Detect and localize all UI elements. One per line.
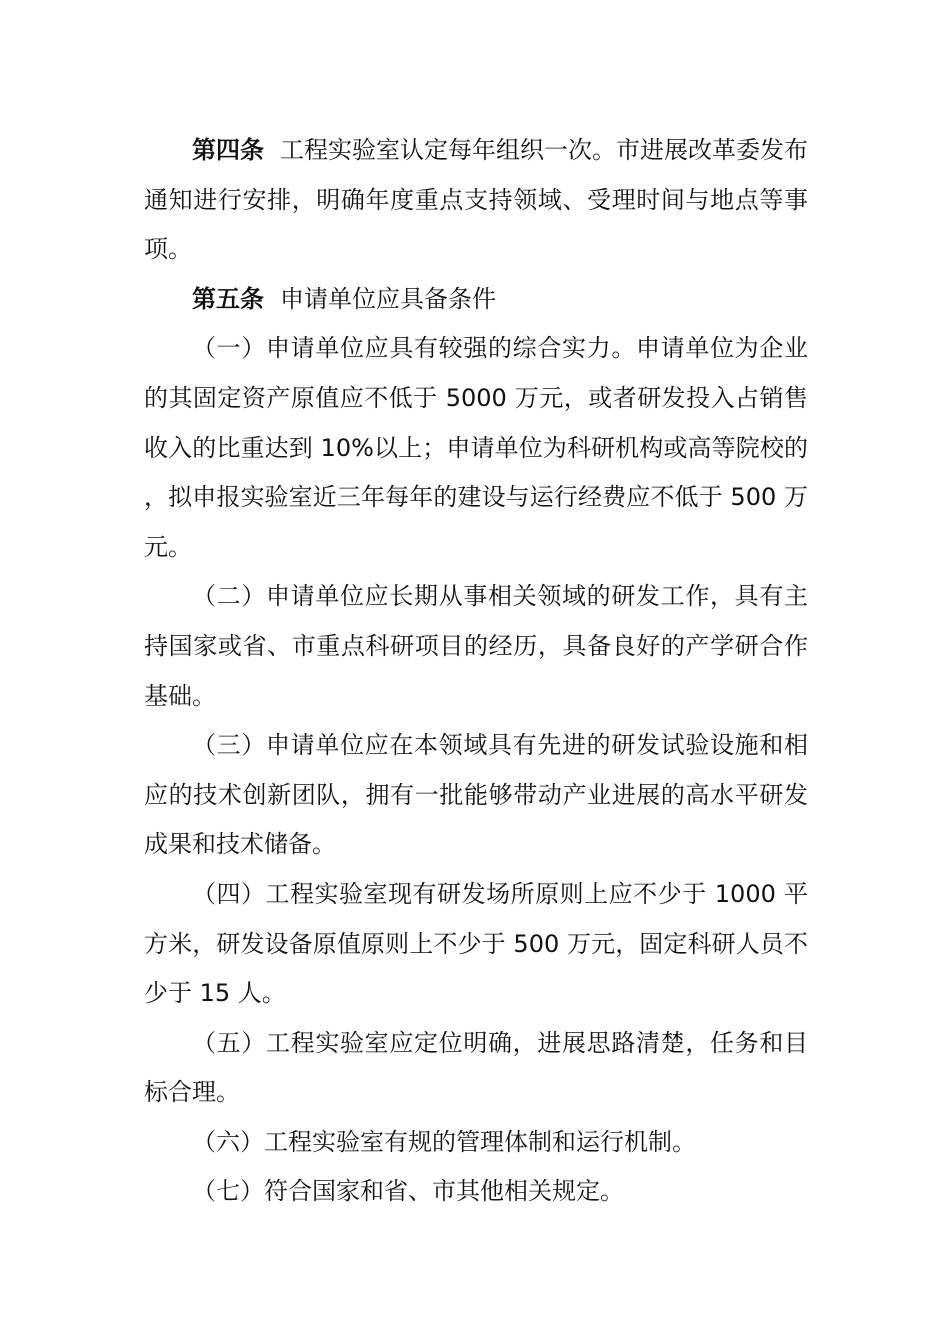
condition-item-5: （五）工程实验室应定位明确，进展思路清楚，任务和目标合理。 — [144, 1028, 808, 1107]
condition-item-1: （一）申请单位应具有较强的综合实力。申请单位为企业的其固定资产原值应不低于 5000 万元，或者研发投入占销售收入的比重达到 10%以上；申请单位为科研机构或高等院校的，拟申报实验室近三年每年的建设与运行经费应不低于 500 万元。 — [144, 334, 808, 561]
condition-item-4: （四）工程实验室现有研发场所原则上应不少于 1000 平方米，研发设备原值原则上不少于 500 万元，固定科研人员不少于 15 人。 — [144, 879, 808, 1008]
article-4-heading: 第四条 — [192, 136, 264, 164]
article-5-text: 申请单位应具备条件 — [280, 284, 496, 313]
document-body — [144, 126, 808, 1217]
condition-item-7: （七）符合国家和省、市其他相关规定。 — [192, 1177, 624, 1206]
article-5-paragraph — [144, 275, 808, 325]
article-5-heading: 第五条 — [192, 284, 264, 313]
condition-item-3: （三）申请单位应在本领域具有先进的研发试验设施和相应的技术创新团队，拥有一批能够带动产业进展的高水平研发成果和技术储备。 — [144, 731, 808, 859]
condition-item-6: （六）工程实验室有规的管理体制和运行机制。 — [192, 1127, 696, 1156]
condition-item-2: （二）申请单位应长期从事相关领域的研发工作，具有主持国家或省、市重点科研项目的经历，具备良好的产学研合作基础。 — [144, 582, 808, 710]
article-4-paragraph — [144, 126, 808, 275]
article-4-text: 工程实验室认定每年组织一次。市进展改革委发布通知进行安排，明确年度重点支持领域、受理时间与地点等事项。 — [144, 136, 808, 264]
